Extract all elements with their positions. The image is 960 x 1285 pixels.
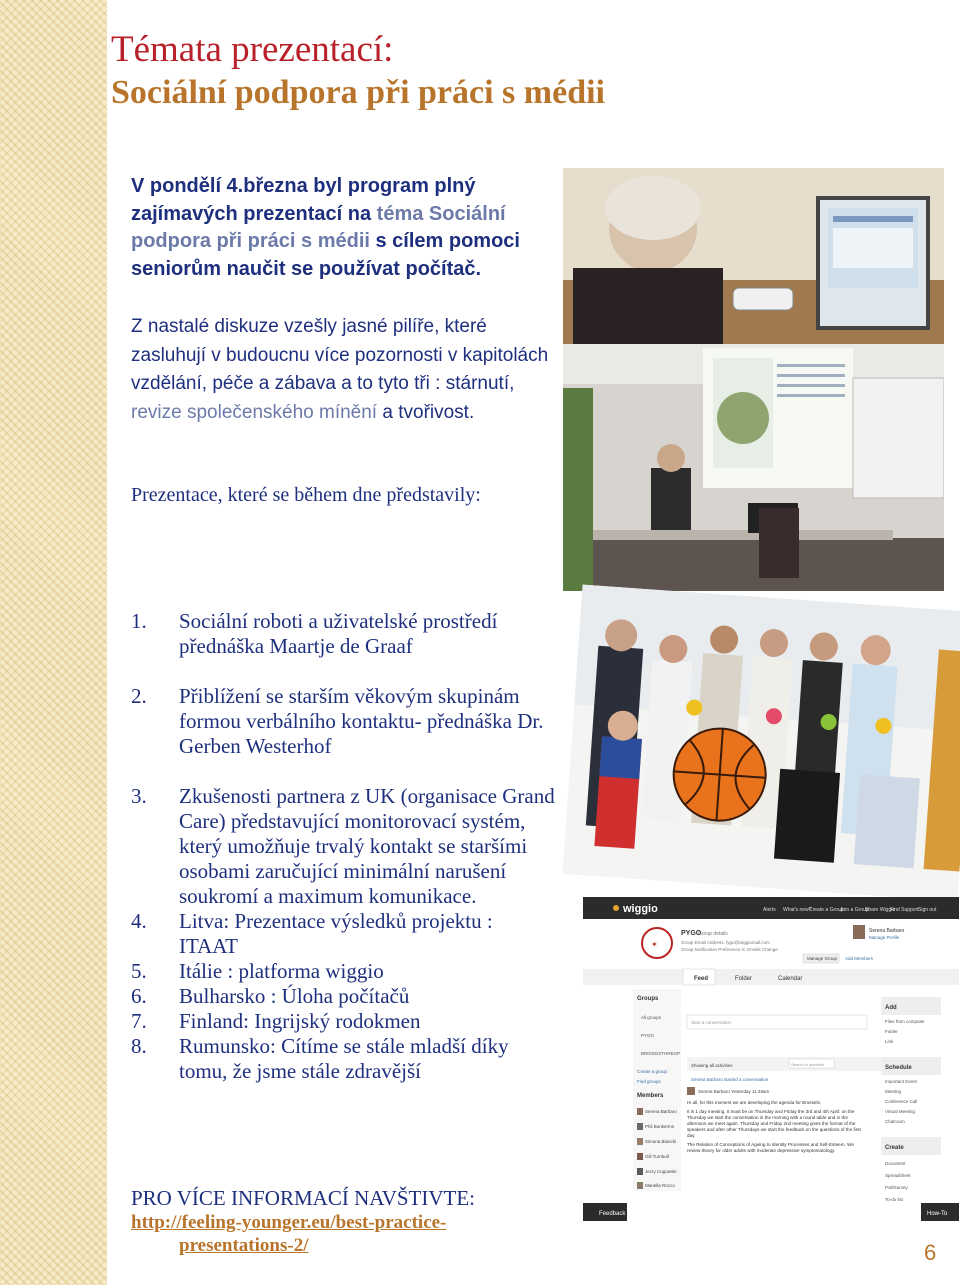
list-text: Rumunsko: Cítíme se stále mladší díky tomu, že jsme stále zdravější — [179, 1034, 509, 1083]
user-name: Serena Barbaro — [869, 928, 905, 934]
all-groups-link[interactable]: All groups — [641, 1015, 662, 1020]
howto-button[interactable]: How-To — [927, 1211, 948, 1217]
photo-seniors-collage — [563, 168, 944, 591]
tab-folder[interactable]: Folder — [735, 976, 753, 982]
find-groups-link[interactable]: Find groups — [637, 1079, 661, 1084]
nav-find-support[interactable]: Find Support — [890, 907, 919, 913]
wiggio-screenshot-illustration — [583, 897, 959, 1221]
add-members-button[interactable]: Add Members — [845, 956, 874, 961]
decorative-side-strip — [0, 0, 107, 1285]
discussion-text: a tvořivost. — [377, 401, 475, 423]
schedule-menu-item[interactable]: Important Event — [885, 1079, 917, 1084]
post-meta: Serena Barbaro Yesterday 11:48am — [698, 1089, 770, 1094]
schedule-menu-item[interactable]: Conference Call — [885, 1099, 918, 1104]
list-number: 3. — [131, 784, 147, 808]
activity-search-input[interactable]: Search in activities — [791, 1062, 825, 1067]
create-group-link[interactable]: Create a group — [637, 1069, 668, 1074]
group-email: Group Email Address: fygo@wiggiomail.com — [681, 940, 770, 945]
more-info-heading: PRO VÍCE INFORMACÍ NAVŠTIVTE: — [131, 1186, 476, 1210]
wiggio-logo: wiggio — [623, 903, 658, 915]
group-details-link[interactable]: Group details — [698, 931, 728, 937]
page-number: 6 — [924, 1240, 937, 1265]
post-footer: The Relation of Conceptions of Ageing to Identity Processes and Self-Esteem. We review theory for older adults with moderate depressive symptomatology. — [687, 1142, 854, 1153]
member-item[interactable]: Gill Turnbull — [645, 1154, 669, 1159]
nav-sign-out[interactable]: Sign out — [918, 907, 937, 913]
page-subtitle: Sociální podpora při práci s médii — [111, 74, 605, 111]
list-text: Sociální roboti a uživatelské prostředí přednáška Maartje de Graaf — [179, 609, 498, 658]
group-notifications: Group Notification Preference is: Emails Change — [681, 947, 778, 952]
list-number: 4. — [131, 909, 147, 933]
groups-heading: Groups — [637, 996, 659, 1002]
list-text: Přiblížení se starším věkovým skupinám formou verbálního kontaktu- přednáška Dr. Gerben Westerhof — [179, 684, 544, 758]
discussion-paragraph — [131, 313, 551, 427]
start-conversation-input[interactable]: Start a conversation — [691, 1020, 732, 1025]
wiggio-screenshot — [583, 897, 959, 1221]
member-item[interactable]: Phil Bonkerms — [645, 1124, 675, 1129]
post-author: Serena Barbaro started a conversation — [691, 1077, 769, 1082]
tab-feed[interactable]: Feed — [694, 976, 709, 982]
page-title: Témata prezentací: — [111, 29, 394, 70]
intro-text: března byl program plný zajímavých prezentací na — [131, 175, 476, 225]
list-number: 2. — [131, 684, 147, 708]
create-menu-item[interactable]: Document — [885, 1161, 906, 1166]
list-number: 8. — [131, 1034, 147, 1058]
nav-join-group[interactable]: Join a Group — [840, 907, 869, 913]
list-item — [131, 959, 556, 984]
nav-whats-new[interactable]: What's new? — [783, 907, 812, 913]
list-item — [131, 784, 556, 909]
website-link[interactable]: http://feeling-younger.eu/best-practice- — [131, 1212, 447, 1233]
schedule-menu-item[interactable]: Chatroom — [885, 1119, 905, 1124]
post-intro: Hi all, for this moment we are developing the agenda for Brussels. — [687, 1100, 822, 1105]
tab-calendar[interactable]: Calendar — [778, 976, 803, 982]
member-item[interactable]: Simona Bianchi — [645, 1139, 677, 1144]
activity-filter[interactable]: Showing all activities — [691, 1063, 733, 1068]
add-menu-item[interactable]: Folder — [885, 1029, 898, 1034]
photo-group — [562, 585, 960, 902]
members-heading: Members — [637, 1093, 664, 1099]
group-name: PYGO — [681, 930, 702, 937]
group-item[interactable]: BRIDGESTHREGP — [641, 1051, 681, 1056]
post-body: It is 1 day meeting. It must be on Thursday and Friday the 3rd and 4th April: on the Thursday we start the conversation in the morning with a round table and in the afternoon we meet again. Thursday and Friday 2nd meeting gives the format of the speakers and after other Thursdays we start the feedback on the questions of the first day. — [687, 1109, 861, 1138]
create-menu-item[interactable]: Poll/Survey — [885, 1185, 908, 1190]
member-item[interactable]: Jerzy Cugowski — [645, 1169, 677, 1174]
list-item — [131, 909, 556, 959]
manage-profile-link[interactable]: Manage Profile — [869, 935, 900, 940]
add-menu-item[interactable]: Link — [885, 1039, 894, 1044]
schedule-menu-item[interactable]: Meeting — [885, 1089, 902, 1094]
intro-paragraph — [131, 173, 551, 283]
add-menu-item[interactable]: Files from computer — [885, 1019, 925, 1024]
schedule-menu-item[interactable]: Virtual Meeting — [885, 1109, 915, 1114]
svg-text:✶: ✶ — [651, 940, 658, 949]
list-item — [131, 984, 556, 1009]
list-text: Litva: Prezentace výsledků projektu : ITAAT — [179, 909, 493, 958]
create-menu-item[interactable]: To-do list — [885, 1197, 904, 1202]
presentations-list — [131, 609, 556, 1084]
nav-share-wiggio[interactable]: Share Wiggio — [865, 907, 896, 913]
photo-group-illustration — [562, 585, 960, 902]
photo-seniors-illustration — [563, 168, 944, 591]
list-text: Bulharsko : Úloha počítačů — [179, 984, 410, 1008]
add-menu-heading[interactable]: Add — [885, 1005, 897, 1011]
member-item[interactable]: Mariella Rocco — [645, 1183, 675, 1188]
list-text: Zkušenosti partnera z UK (organisace Grand Care) představující monitorovací systém, který umožňuje trvalý kontakt se staršími osobami zaručující minimální narušení soukromí a maximum komunikace. — [179, 784, 555, 908]
group-item[interactable]: PYGO — [641, 1033, 655, 1038]
intro-text: V pondělí 4. — [131, 175, 244, 197]
list-number: 1. — [131, 609, 147, 633]
list-text: Itálie : platforma wiggio — [179, 959, 384, 983]
intro-text-light: téma Sociální podpora při práci s médii — [131, 202, 506, 252]
list-item — [131, 684, 556, 759]
nav-alerts[interactable]: Alerts — [763, 907, 776, 913]
presentations-heading: Prezentace, které se během dne představily: — [131, 484, 481, 506]
member-item[interactable]: Serena Barbaro — [645, 1109, 677, 1114]
list-number: 6. — [131, 984, 147, 1008]
manage-group-button[interactable]: Manage Group — [807, 956, 838, 961]
create-menu-item[interactable]: Spreadsheet — [885, 1173, 911, 1178]
create-menu-heading[interactable]: Create — [885, 1145, 904, 1151]
list-text: Finland: Ingrijský rodokmen — [179, 1009, 421, 1033]
schedule-menu-heading[interactable]: Schedule — [885, 1065, 912, 1071]
nav-create-group[interactable]: Create a Group — [809, 907, 844, 913]
list-item — [131, 1009, 556, 1034]
list-number: 7. — [131, 1009, 147, 1033]
discussion-text-light: revize společenského mínění — [131, 401, 378, 423]
website-link-continued[interactable]: presentations-2/ — [179, 1235, 309, 1256]
list-number: 5. — [131, 959, 147, 983]
feedback-button[interactable]: Feedback — [599, 1211, 626, 1217]
intro-text: s cílem pomoci seniorům naučit se používat počítač. — [131, 230, 520, 280]
list-item — [131, 1034, 556, 1084]
discussion-text: Z nastalé diskuze vzešly jasné pilíře, které zasluhují v budoucnu více pozornosti v kapitolách vzdělání, péče a zábava a to tyto tři : stárnutí, — [131, 316, 549, 394]
list-item — [131, 609, 556, 659]
